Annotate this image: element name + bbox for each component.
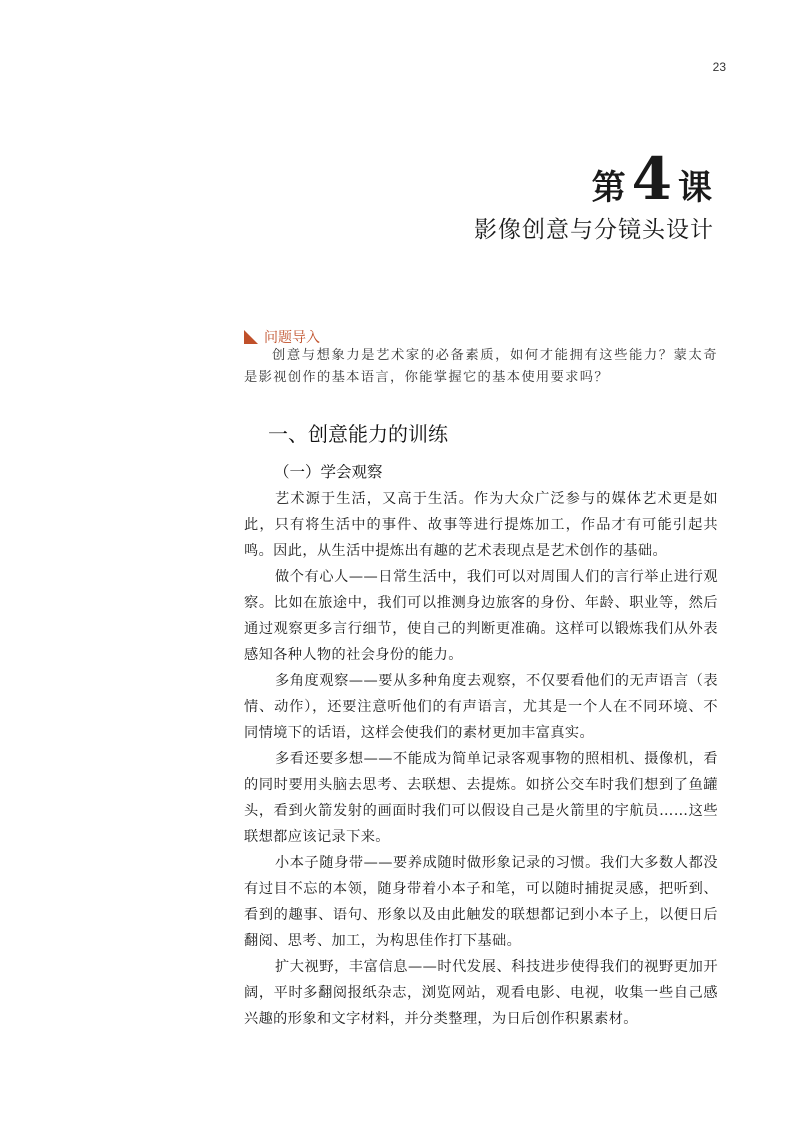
intro-heading-label: 问题导入 — [264, 330, 320, 346]
paragraph: 多角度观察——要从多种角度去观察，不仅要看他们的无声语言（表情、动作），还要注意听他们的有声语言，尤其是一个人在不同环境、不同情境下的话语，这样会使我们的素材更加丰富真实。 — [244, 673, 718, 741]
intro-heading — [244, 327, 320, 347]
page-number: 23 — [712, 60, 726, 74]
lesson-title-prefix: 第 — [591, 168, 626, 208]
body-text — [244, 486, 718, 1032]
lesson-subtitle: 影像创意与分镜头设计 — [474, 217, 714, 243]
paragraph: 多看还要多想——不能成为简单记录客观事物的照相机、摄像机，看的同时要用头脑去思考、去联想、去提炼。如挤公交车时我们想到了鱼罐头，看到火箭发射的画面时我们可以假设自己是火箭里的宇航员……这些联想都应该记录下来。 — [244, 751, 718, 845]
lesson-number: 4 — [631, 145, 672, 213]
intro-text: 创意与想象力是艺术家的必备素质，如何才能拥有这些能力？蒙太奇是影视创作的基本语言，你能掌握它的基本使用要求吗？ — [244, 348, 718, 385]
section-subheading: （一）学会观察 — [274, 463, 383, 481]
corner-triangle-icon — [244, 330, 258, 344]
paragraph: 扩大视野，丰富信息——时代发展、科技进步使得我们的视野更加开阔，平时多翻阅报纸杂志，浏览网站，观看电影、电视，收集一些自己感兴趣的形象和文字材料，并分类整理，为日后创作积累素材。 — [244, 959, 718, 1027]
lesson-title — [591, 145, 712, 213]
lesson-title-suffix: 课 — [678, 168, 712, 208]
paragraph: 小本子随身带——要养成随时做形象记录的习惯。我们大多数人都没有过目不忘的本领，随身带着小本子和笔，可以随时捕捉灵感，把听到、看到的趣事、语句、形象以及由此触发的联想都记到小本子上，以便日后翻阅、思考、加工，为构思佳作打下基础。 — [244, 855, 718, 949]
paragraph: 艺术源于生活，又高于生活。作为大众广泛参与的媒体艺术更是如此，只有将生活中的事件、故事等进行提炼加工，作品才有可能引起共鸣。因此，从生活中提炼出有趣的艺术表现点是艺术创作的基础。 — [244, 491, 718, 559]
section-heading: 一、创意能力的训练 — [268, 422, 448, 446]
paragraph: 做个有心人——日常生活中，我们可以对周围人们的言行举止进行观察。比如在旅途中，我们可以推测身边旅客的身份、年龄、职业等，然后通过观察更多言行细节，使自己的判断更准确。这样可以锻炼我们从外表感知各种人物的社会身份的能力。 — [244, 569, 718, 663]
